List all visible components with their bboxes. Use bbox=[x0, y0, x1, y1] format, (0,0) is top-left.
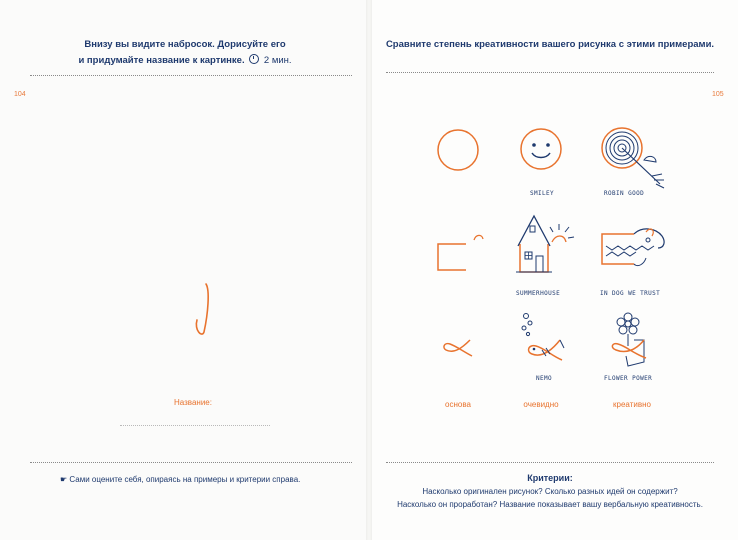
column-label-basis: основа bbox=[445, 400, 471, 409]
nemo-drawing bbox=[516, 310, 568, 366]
book-gutter bbox=[366, 0, 372, 540]
summerhouse-drawing bbox=[512, 210, 582, 282]
left-bottom-rule bbox=[30, 462, 352, 463]
right-heading: Сравните степень креативности вашего рисунка с этими примерами. bbox=[385, 39, 715, 50]
column-label-creative: креативно bbox=[613, 400, 651, 409]
left-footer-text: Сами оцените себя, опираясь на примеры и критерии справа. bbox=[69, 475, 301, 484]
pointing-hand-icon: ☛ bbox=[60, 475, 68, 484]
caption-summerhouse: SUMMERHOUSE bbox=[516, 290, 561, 297]
smiley-drawing bbox=[518, 126, 564, 172]
time-limit: 2 мин. bbox=[263, 55, 292, 66]
criteria-block bbox=[386, 471, 714, 511]
left-heading-line2 bbox=[40, 53, 330, 69]
criteria-title: Критерии: bbox=[527, 473, 573, 483]
robin-good-drawing bbox=[600, 126, 670, 192]
caption-robin-good: ROBIN GOOD bbox=[604, 190, 645, 197]
criteria-line2: Насколько он проработан? Название показывает вашу вербальную креативность. bbox=[397, 500, 703, 509]
left-top-rule bbox=[30, 75, 352, 76]
caption-flower-power: FLOWER POWER bbox=[604, 375, 653, 382]
left-heading bbox=[40, 37, 330, 69]
basis-circle bbox=[436, 128, 480, 172]
sketch-hook bbox=[180, 280, 220, 340]
column-label-obvious: очевидно bbox=[523, 400, 559, 409]
left-heading-line1: Внизу вы видите набросок. Дорисуйте его bbox=[84, 39, 286, 50]
left-heading-line2-text: и придумайте название к картинке. bbox=[78, 55, 245, 66]
clock-icon bbox=[249, 54, 259, 64]
flower-power-drawing bbox=[604, 312, 660, 368]
dog-drawing bbox=[598, 224, 670, 274]
right-top-rule bbox=[386, 72, 714, 73]
left-page-number: 104 bbox=[14, 91, 26, 98]
basis-square-with-arc bbox=[436, 232, 486, 278]
right-page-number: 105 bbox=[712, 91, 724, 98]
caption-nemo: NEMO bbox=[536, 375, 553, 382]
title-label: Название: bbox=[174, 398, 212, 407]
right-bottom-rule bbox=[386, 462, 714, 463]
title-input-line[interactable] bbox=[120, 425, 270, 426]
criteria-line1: Насколько оригинален рисунок? Сколько разных идей он содержит? bbox=[422, 487, 678, 496]
left-footer bbox=[60, 473, 350, 486]
caption-smiley: SMILEY bbox=[530, 190, 555, 197]
caption-in-dog-we-trust: IN DOG WE TRUST bbox=[600, 290, 661, 297]
basis-fish-loop bbox=[440, 336, 476, 360]
